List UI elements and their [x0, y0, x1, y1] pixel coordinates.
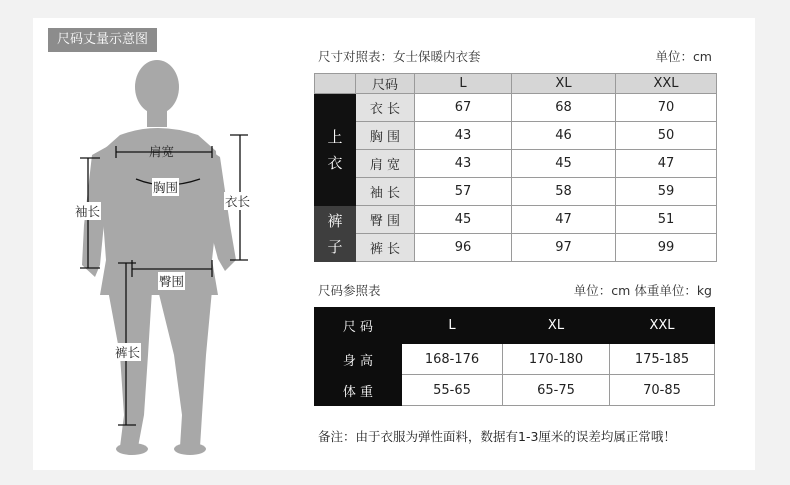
group-top-char-1: 上: [327, 127, 343, 146]
group-top-char-2: 衣: [327, 153, 343, 172]
row-label: 衣 长: [356, 94, 415, 122]
table-cell: 175-185: [610, 344, 715, 375]
table-cell: 99: [616, 234, 717, 262]
table-cell: 51: [616, 206, 717, 234]
right-leg-shape: [158, 290, 212, 447]
pants-label: 裤长: [115, 345, 141, 360]
group-bot-char-2: 子: [327, 237, 343, 256]
row-label: 胸 围: [356, 122, 415, 150]
size-table-unit: 单位：cm: [655, 49, 712, 64]
size-header: XL: [512, 74, 616, 94]
ref-table-header-row: [315, 308, 715, 344]
empty-header-cell: [315, 74, 356, 94]
chest-label: 胸围: [153, 180, 179, 195]
row-label: 裤 长: [356, 234, 415, 262]
sleeve-label: 袖长: [75, 204, 101, 219]
table-cell: 47: [512, 206, 616, 234]
hip-label: 臀围: [159, 274, 185, 289]
table-cell: 50: [616, 122, 717, 150]
left-foot-shape: [116, 443, 148, 455]
ref-table-caption: 尺码参照表: [318, 283, 381, 298]
table-row: [315, 94, 717, 122]
table-cell: 55-65: [402, 375, 503, 406]
group-label-top: [315, 94, 356, 206]
shoulder-label: 肩宽: [149, 144, 175, 159]
size-table-caption: 尺寸对照表：女士保暖内衣套: [318, 49, 481, 64]
head-shape: [135, 60, 179, 114]
table-cell: 68: [512, 94, 616, 122]
table-cell: 96: [415, 234, 512, 262]
table-cell: 70: [616, 94, 717, 122]
note-text: 备注：由于衣服为弹性面料，数据有1-3厘米的误差均属正常哦！: [318, 429, 676, 444]
size-header: XXL: [610, 308, 715, 344]
row-label: 身 高: [315, 344, 402, 375]
table-cell: 47: [616, 150, 717, 178]
table-cell: 97: [512, 234, 616, 262]
row-label: 臀 围: [356, 206, 415, 234]
ref-table: [314, 307, 715, 406]
table-cell: 58: [512, 178, 616, 206]
table-row: [315, 178, 717, 206]
row-label: 体 重: [315, 375, 402, 406]
size-header: L: [402, 308, 503, 344]
table-cell: 59: [616, 178, 717, 206]
table-cell: 168-176: [402, 344, 503, 375]
table-cell: 65-75: [503, 375, 610, 406]
table-cell: 45: [415, 206, 512, 234]
ref-table-unit: 单位：cm 体重单位：kg: [573, 283, 712, 298]
body-measurement-figure: [40, 55, 280, 460]
table-row: [315, 150, 717, 178]
row-label: 袖 长: [356, 178, 415, 206]
silhouette-diagram: [40, 55, 280, 460]
table-cell: 45: [512, 150, 616, 178]
row-label: 肩 宽: [356, 150, 415, 178]
table-cell: 43: [415, 150, 512, 178]
table-cell: 57: [415, 178, 512, 206]
table-row: [315, 234, 717, 262]
size-table: [314, 73, 717, 262]
size-table-header-row: [315, 74, 717, 94]
table-row: [315, 122, 717, 150]
section-tag: 尺码丈量示意图: [48, 28, 157, 52]
left-leg-shape: [108, 290, 152, 447]
length-label: 衣长: [225, 194, 251, 209]
size-header: XL: [503, 308, 610, 344]
table-cell: 43: [415, 122, 512, 150]
size-header: XXL: [616, 74, 717, 94]
header-label: 尺码: [356, 74, 415, 94]
table-cell: 70-85: [610, 375, 715, 406]
group-bot-char-1: 裤: [327, 211, 343, 230]
table-cell: 67: [415, 94, 512, 122]
neck-shape: [147, 107, 167, 127]
group-label-bottom: [315, 206, 356, 262]
header-label: 尺 码: [315, 308, 402, 344]
table-cell: 46: [512, 122, 616, 150]
table-row: [315, 206, 717, 234]
table-row: [315, 344, 715, 375]
table-row: [315, 375, 715, 406]
size-header: L: [415, 74, 512, 94]
table-cell: 170-180: [503, 344, 610, 375]
right-foot-shape: [174, 443, 206, 455]
